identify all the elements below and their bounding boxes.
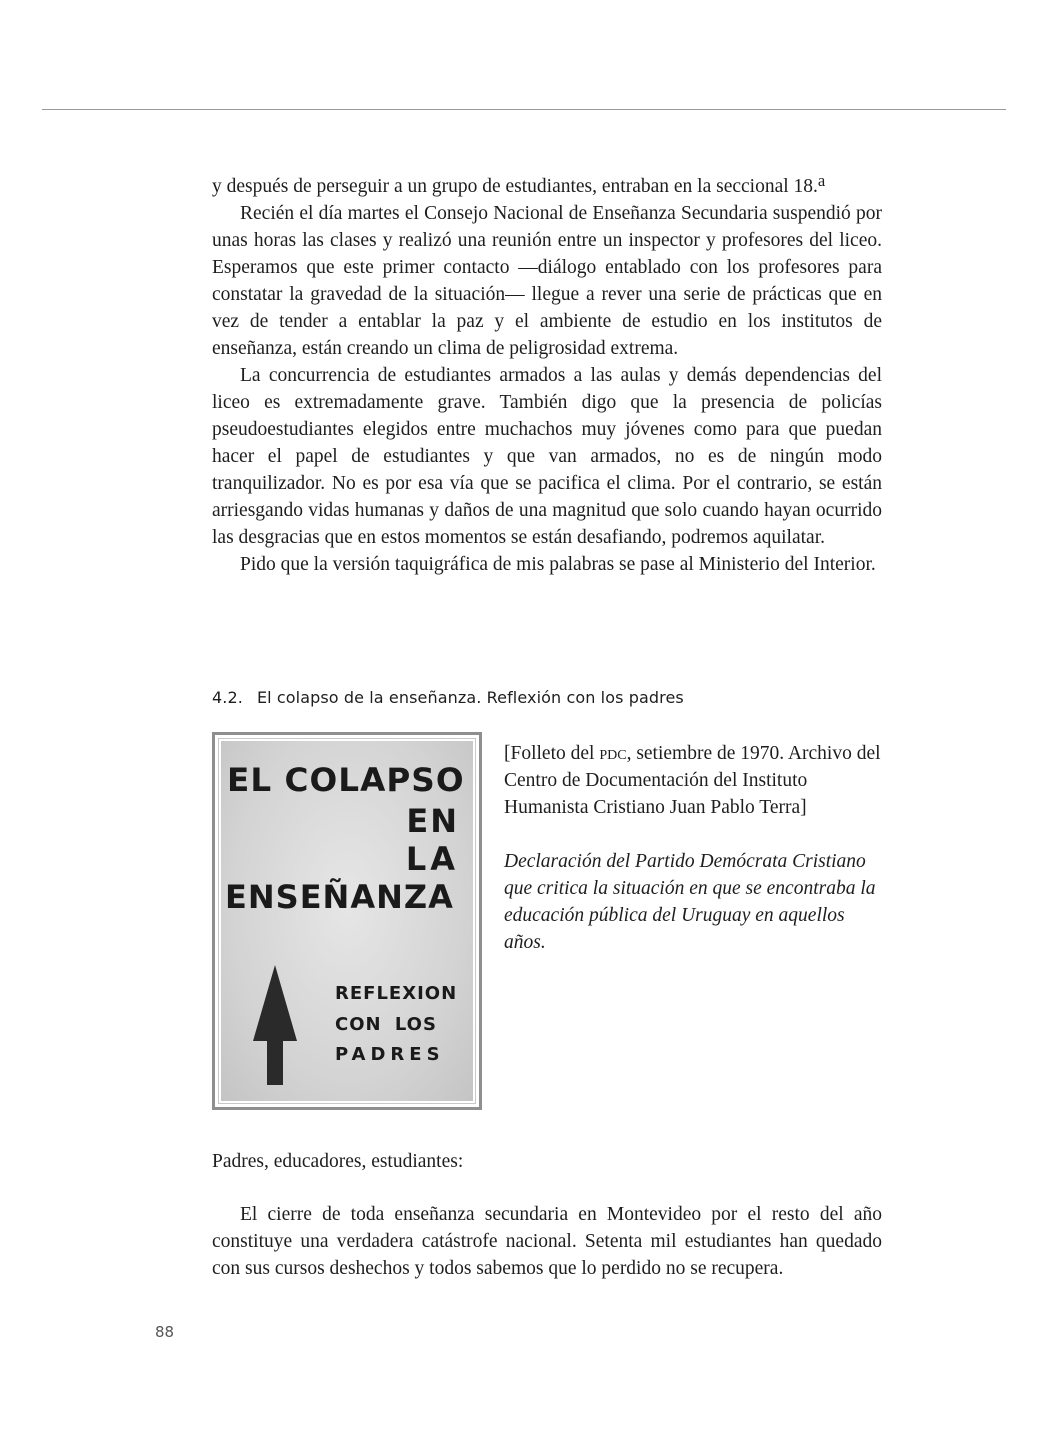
paragraph: Pido que la versión taquigráfica de mis palabras se pase al Ministerio del Interior. [240, 554, 876, 575]
pamphlet-subtitle-line: PADRES [335, 1044, 445, 1065]
section-heading [212, 688, 684, 707]
caption-source: [Folleto del pdc, setiembre de 1970. Archivo del Centro de Documentación del Instituto Humanista Cristiano Juan Pablo Terra] [504, 743, 881, 818]
up-arrow-icon [253, 965, 297, 1087]
pamphlet-title-line: EN [406, 802, 459, 840]
pamphlet-title-line: LA [405, 840, 459, 878]
body-text-bottom [212, 1201, 882, 1282]
salutation: Padres, educadores, estudiantes: [212, 1151, 464, 1172]
paragraph: Recién el día martes el Consejo Nacional de Enseñanza Secundaria suspendió por unas horas las clases y realizó una reunión entre un inspector y profesores del liceo. Esperamos que este primer contacto —diálogo entablado con los profesores para constatar la gravedad de la situación— llegue a rever una serie de prácticas que en vez de tender a entablar la paz y el ambiente de estudio en los institutos de enseñanza, están creando un clima de peligrosidad extrema. [212, 203, 882, 359]
paragraph: El cierre de toda enseñanza secundaria en Montevideo por el resto del año constituye una verdadera catástrofe nacional. Setenta mil estudiantes han quedado con sus cursos deshechos y todos sabemos que lo perdido no se recupera. [212, 1204, 882, 1279]
paragraph: y después de perseguir a un grupo de estudiantes, entraban en la seccional 18.$^a$ [212, 171, 826, 197]
pamphlet-cover [221, 741, 473, 1101]
pamphlet-subtitle-line: CON LOS [335, 1014, 437, 1035]
paragraph: La concurrencia de estudiantes armados a las aulas y demás dependencias del liceo es extremadamente grave. También digo que la presencia de policías pseudoestudiantes elegidos entre muchachos muy jóvenes como para que puedan hacer el papel de estudiantes y que van armados, no es de ningún modo tranquilizador. No es por esa vía que se pacifica el clima. Por el contrario, se están arriesgando vidas humanas y daños de una magnitud que solo cuando hayan ocurrido las desgracias que en estos momentos se están desafiando, podremos aquilatar. [212, 365, 882, 548]
image-caption [504, 740, 882, 956]
pamphlet-image [212, 732, 482, 1110]
pamphlet-title-line: EL COLAPSO [227, 761, 465, 799]
pamphlet-subtitle-line: REFLEXION [335, 983, 458, 1004]
page-number: 88 [155, 1323, 175, 1341]
pamphlet-title-line: ENSEÑANZA [225, 878, 454, 916]
superscript: a [817, 171, 826, 191]
section-title: El colapso de la enseñanza. Reflexión con los padres [256, 688, 684, 707]
body-text-top [212, 173, 882, 578]
header-rule [42, 109, 1006, 110]
abbreviation: pdc [599, 743, 627, 764]
caption-description: Declaración del Partido Demócrata Cristiano que critica la situación en que se encontraba la educación pública del Uruguay en aquellos años. [504, 851, 876, 953]
section-number: 4.2. [212, 688, 243, 707]
